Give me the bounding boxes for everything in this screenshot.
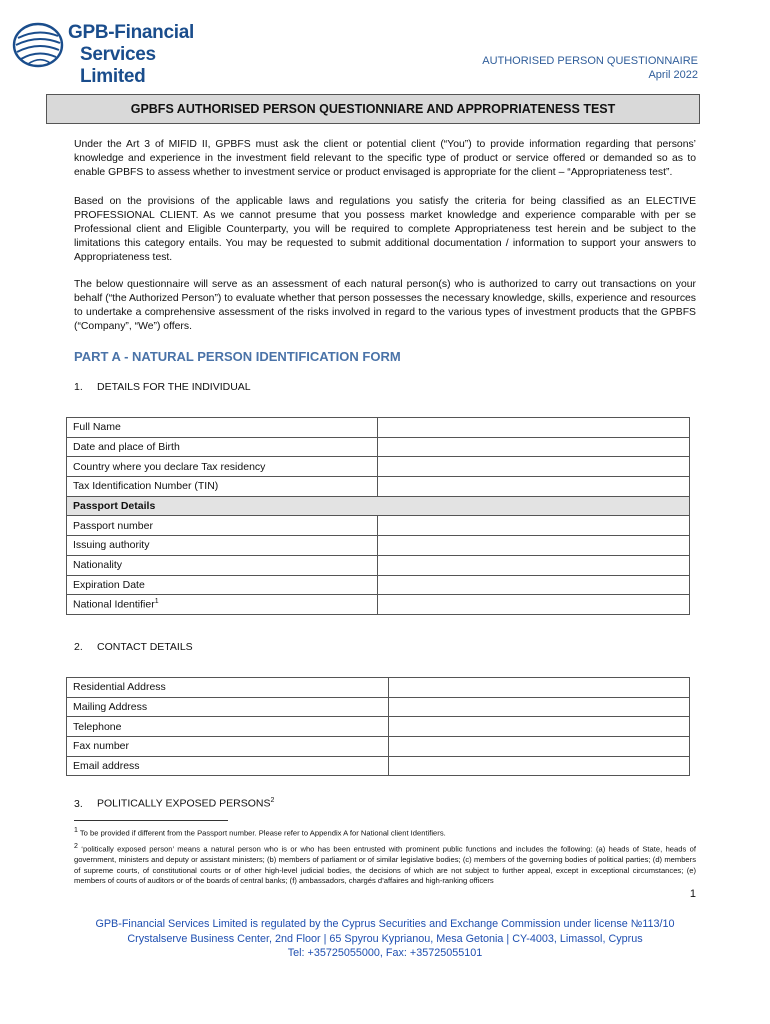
intro-paragraph-1: Under the Art 3 of MIFID II, GPBFS must ask the client or potential client (“You”) to provide information regarding that persons’ knowledge and experience in the investment field relevant to the specific type of product or service offered or demanded so as to enable GPBFS to assess whether to investment service or product envisaged is appropriate for the client – “Appropriateness test”. — [74, 139, 696, 178]
mailing-address-field[interactable] — [389, 697, 690, 717]
tin-field[interactable] — [378, 477, 690, 497]
table-row — [67, 737, 690, 757]
footnote-divider — [74, 820, 228, 821]
passport-details-header: Passport Details — [67, 496, 690, 516]
footnote-1 — [74, 826, 696, 839]
section-title: DETAILS FOR THE INDIVIDUAL — [97, 381, 251, 393]
intro-paragraph-3: The below questionnaire will serve as an assessment of each natural person(s) who is authorized to carry out transactions on your behalf (“the Authorized Person”) to evaluate whether that person possesses the necessary knowledge, skills, experience and resources to undertake a comprehensive assessment of the risks involved in regard to the various types of investment products that the GPBFS (“Company”, “We”) offers. — [74, 279, 696, 332]
company-logo — [12, 20, 212, 87]
table-row — [67, 717, 690, 737]
document-date: April 2022 — [648, 69, 698, 81]
section-2-heading — [74, 641, 193, 653]
contact-details-table — [66, 677, 690, 776]
document-title: AUTHORISED PERSON QUESTIONNAIRE — [482, 55, 698, 67]
logo-wordmark — [68, 22, 212, 88]
footnote-marker: 2 — [270, 797, 275, 804]
national-identifier-label: National Identifier — [73, 598, 155, 611]
logo-line-1: GPB-Financial — [68, 22, 194, 43]
section-title: CONTACT DETAILS — [97, 641, 193, 653]
table-row — [67, 678, 690, 698]
email-address-field[interactable] — [389, 756, 690, 776]
field-label: Tax Identification Number (TIN) — [67, 477, 378, 497]
field-label: Mailing Address — [67, 697, 389, 717]
section-3-heading — [74, 797, 274, 810]
footer-address: Crystalserve Business Center, 2nd Floor | 65 Spyrou Kyprianou, Mesa Getonia | CY-4003, Limassol, Cyprus — [127, 932, 643, 945]
field-label: Full Name — [67, 418, 378, 438]
table-row — [67, 516, 690, 536]
field-label: Nationality — [67, 555, 378, 575]
table-row — [67, 756, 690, 776]
table-row — [67, 595, 690, 615]
table-row — [67, 457, 690, 477]
passport-number-field[interactable] — [378, 516, 690, 536]
section-number: 1. — [74, 381, 83, 393]
field-label: Fax number — [67, 737, 389, 757]
globe-logo-icon — [12, 22, 64, 68]
footnote-2 — [74, 842, 696, 887]
table-row — [67, 697, 690, 717]
logo-line-2: Services Limited — [80, 44, 156, 87]
footnote-text: To be provided if different from the Passport number. Please refer to Appendix A for National client Identifiers. — [79, 828, 446, 838]
footer-regulation: GPB-Financial Services Limited is regulated by the Cyprus Securities and Exchange Commission under license №113/10 — [95, 918, 675, 930]
expiration-date-field[interactable] — [378, 575, 690, 595]
field-label: Telephone — [67, 717, 389, 737]
questionnaire-banner: GPBFS AUTHORISED PERSON QUESTIONNIARE AND APPROPRIATENESS TEST — [46, 94, 700, 124]
intro-paragraph-2: Based on the provisions of the applicable laws and regulations you satisfy the criteria for being classified as an ELECTIVE PROFESSIONAL CLIENT. As we cannot presume that you possess market knowledge and experience comparable with per se Professional client and Eligible Counterparty, you will be required to complete Appropriateness test herein and be subject to the limitations this category entails. You may be requested to submit additional documentation / information to support your answers to Appropriateness test. — [74, 196, 696, 263]
table-row — [67, 437, 690, 457]
footnote-text: ‘politically exposed person’ means a natural person who is or who has been entrusted with prominent public functions and includes the following: (a) heads of State, heads of government, ministers and deputy or assistant ministers; (b) members of parliament or of similar legislative bodies; (c) members of the governing bodies of political parties; (d) members of supreme courts, of constitutional courts or of other high-level judicial bodies, the decisions of which are not subject to further appeal, except in exceptional circumstances; (e) members of courts of auditors or of the boards of central banks; (f) ambassadors, chargés d’affaires and high-ranking officers — [74, 844, 696, 886]
table-row — [67, 418, 690, 438]
nationality-field[interactable] — [378, 555, 690, 575]
section-title: POLITICALLY EXPOSED PERSONS — [97, 797, 271, 810]
individual-details-table — [66, 417, 690, 615]
page-footer — [0, 917, 770, 961]
table-row — [67, 555, 690, 575]
table-row — [67, 536, 690, 556]
section-number: 3. — [74, 797, 83, 810]
field-label: Email address — [67, 756, 389, 776]
document-header — [482, 54, 698, 82]
field-label: Country where you declare Tax residency — [67, 457, 378, 477]
field-label: Passport number — [67, 516, 378, 536]
footer-contact: Tel: +35725055000, Fax: +35725055101 — [287, 947, 483, 959]
field-label — [67, 595, 378, 615]
field-label: Date and place of Birth — [67, 437, 378, 457]
table-row — [67, 575, 690, 595]
footnote-number: 2 — [74, 843, 78, 851]
footnote-number: 1 — [74, 827, 78, 834]
footnote-marker: 1 — [154, 598, 159, 606]
residential-address-field[interactable] — [389, 678, 690, 698]
section-number: 2. — [74, 641, 83, 653]
birth-date-place-field[interactable] — [378, 437, 690, 457]
footnotes — [74, 826, 696, 890]
telephone-field[interactable] — [389, 717, 690, 737]
issuing-authority-field[interactable] — [378, 536, 690, 556]
fax-number-field[interactable] — [389, 737, 690, 757]
field-label: Issuing authority — [67, 536, 378, 556]
tax-residency-field[interactable] — [378, 457, 690, 477]
national-identifier-field[interactable] — [378, 595, 690, 615]
field-label: Expiration Date — [67, 575, 378, 595]
section-1-heading — [74, 381, 251, 393]
table-row — [67, 477, 690, 497]
page-number: 1 — [689, 888, 696, 900]
field-label: Residential Address — [67, 678, 389, 698]
full-name-field[interactable] — [378, 418, 690, 438]
part-a-title: PART A - NATURAL PERSON IDENTIFICATION FORM — [74, 349, 401, 364]
table-row — [67, 496, 690, 516]
